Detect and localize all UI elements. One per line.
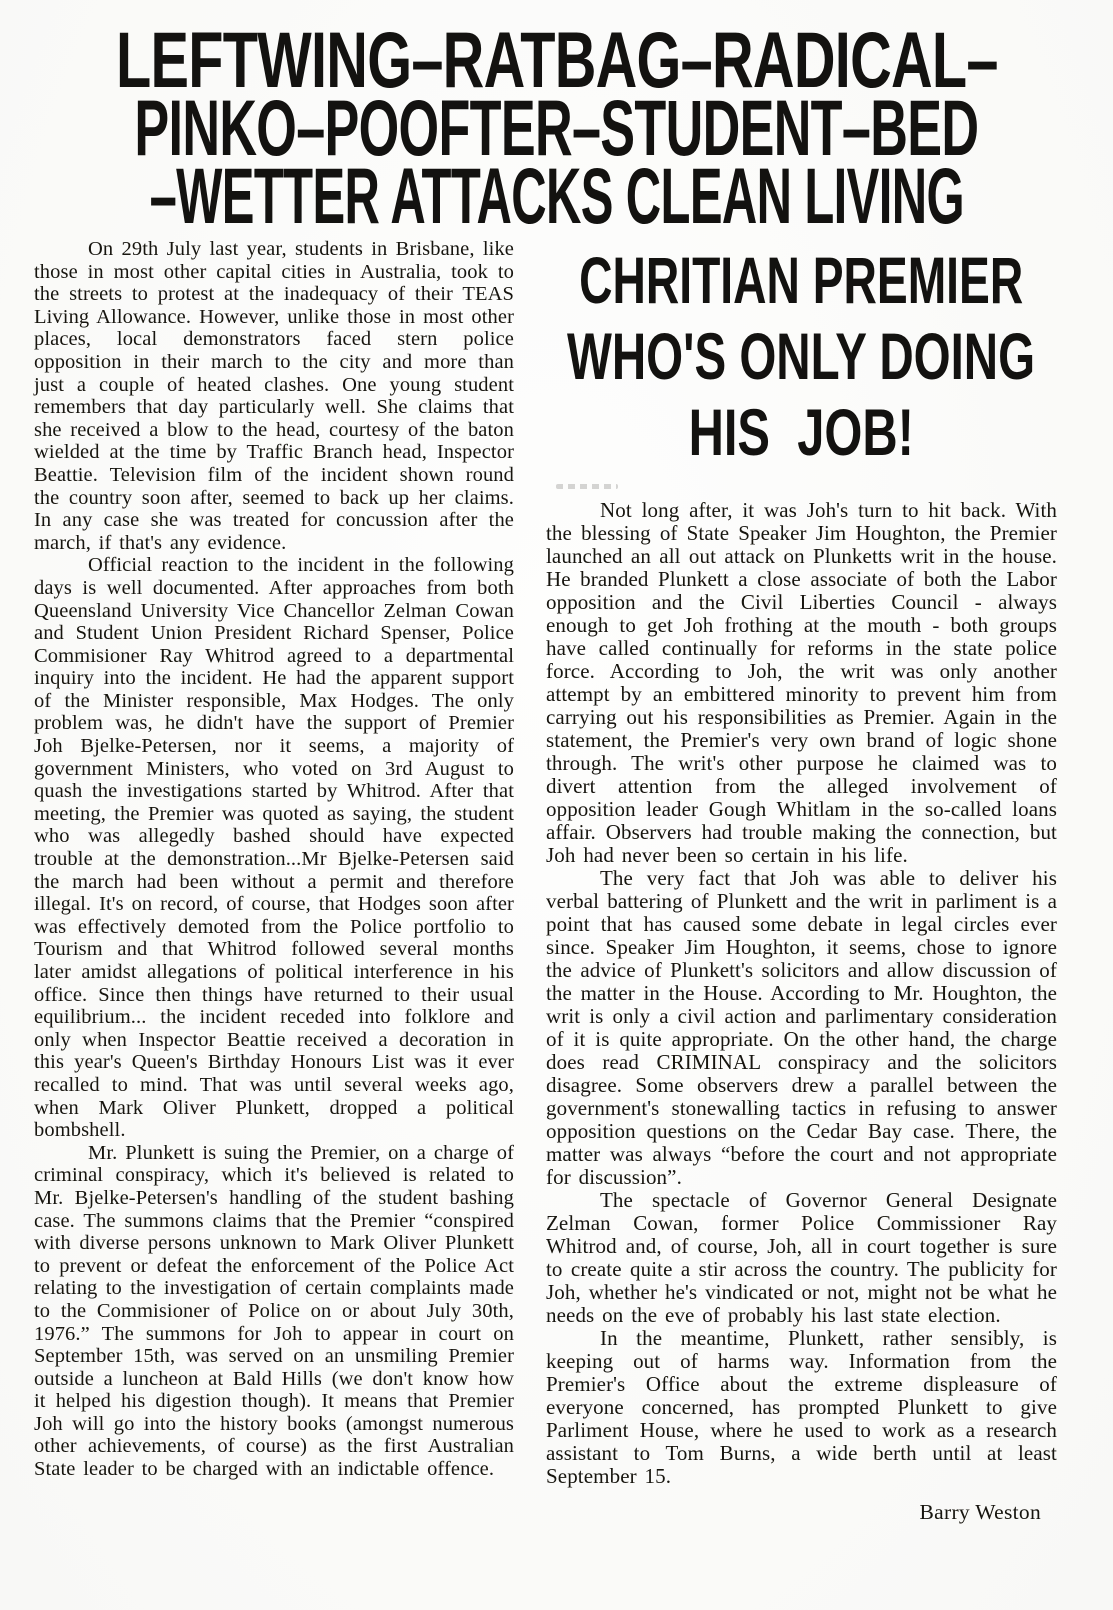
- headline-continued: [546, 242, 1057, 470]
- left-column: [34, 238, 514, 1525]
- headline-right-line-2: WHO'S ONLY DOING: [567, 319, 1036, 393]
- headline-line-3: –WETTER ATTACKS CLEAN LIVING: [149, 151, 964, 240]
- article-paragraph: Not long after, it was Joh's turn to hit back. With the blessing of State Speaker Jim Houghton, the Premier launched an all out attack on Plunketts writ in the house. He branded Plunkett a close associate of both the Labor opposition and the Civil Liberties Council - always enough to get Joh frothing at the mouth - both groups have called continually for reforms in the state police force. According to Joh, the writ was only another attempt by an embittered minority to prevent him from carrying out his responsibilities as Premier. Again in the statement, the Premier's very own brand of logic shone through. The writ's other purpose he claimed was to divert attention from the alleged involvement of opposition leader Gough Whitlam in the so-called loans affair. Observers had trouble making the connection, but Joh had never been so certain in his life.: [546, 498, 1057, 867]
- article-paragraph: The spectacle of Governor General Designate Zelman Cowan, former Police Commissioner Ray Whitrod and, of course, Joh, all in court together is sure to create quite a stir across the country. The publicity for Joh, whether he's vindicated or not, might not be what he needs on the eve of probably his last state election.: [546, 1188, 1057, 1327]
- article-paragraph: Official reaction to the incident in the following days is well documented. After approaches from both Queensland University Vice Chancellor Zelman Cowan and Student Union President Richard Spenser, Police Commisioner Ray Whitrod agreed to a departmental inquiry into the incident. He had the apparent support of the Minister responsible, Max Hodges. The only problem was, he didn't have the support of Premier Joh Bjelke-Petersen, nor it seems, a majority of government Ministers, who voted on 3rd August to quash the investigations started by Whitrod. After that meeting, the Premier was quoted as saying, the student who was allegedly bashed should have expected trouble at the demonstration...Mr Bjelke-Petersen said the march had been without a permit and therefore illegal. It's on record, of course, that Hodges soon after was effectively demoted from the Police portfolio to Tourism and that Whitrod followed several months later amidst allegations of political interference in his office. Since then things have returned to their usual equilibrium... the incident receded into folklore and only when Inspector Beattie received a decoration in this year's Queen's Birthday Honours List was it ever recalled to mind. That was until several weeks ago, when Mark Oliver Plunkett, dropped a political bombshell.: [34, 554, 514, 1142]
- byline: Barry Weston: [919, 1500, 1041, 1524]
- headline: [0, 0, 1113, 240]
- article-paragraph: On 29th July last year, students in Brisbane, like those in most other capital cities in Australia, took to the streets to protest at the inadequacy of their TEAS Living Allowance. However, unlike those in most other places, local demonstrators faced stern police opposition in their march to the city and more than just a couple of heated clashes. One young student remembers that day particularly well. She claims that she received a blow to the head, courtesy of the baton wielded at the time by Traffic Branch head, Inspector Beattie. Television film of the incident shown round the country soon after, seemed to back up her claims. In any case she was treated for concussion after the march, if that's any evidence.: [34, 238, 514, 554]
- article-columns: [34, 238, 1085, 1525]
- headline-line-1: LEFTWING–RATBAG–RADICAL–: [115, 15, 998, 104]
- article-paragraph: In the meantime, Plunkett, rather sensibly, is keeping out of harms way. Information from the Premier's Office about the extreme displeasure of everyone concerned, has prompted Plunkett to give Parliment House, where he used to work as a research assistant to Tom Burns, a wide berth until at least September 15.: [546, 1326, 1057, 1488]
- headline-right-line-1: CHRITIAN PREMIER: [579, 243, 1024, 317]
- right-column: [546, 238, 1057, 1525]
- article-paragraph: The very fact that Joh was able to deliver his verbal battering of Plunkett and the writ in parliment is a point that has caused some debate in legal circles ever since. Speaker Jim Houghton, it seems, chose to ignore the advice of Plunkett's solicitors and allow discussion of the matter in the House. According to Mr. Houghton, the writ is only a civil action and parlimentary consideration of it is quite appropriate. On the other hand, the charge does read CRIMINAL conspiracy and the solicitors disagree. Some observers drew a parallel between the government's stonewalling tactics in refusing to answer opposition questions on the Cedar Bay case. There, the matter was always “before the court and not appropriate for discussion”.: [546, 866, 1057, 1189]
- headline-right-line-3: HIS JOB!: [688, 395, 915, 469]
- scan-smudge-mark: [556, 484, 618, 489]
- headline-line-2: PINKO–POOFTER–STUDENT–BED: [134, 83, 979, 172]
- article-paragraph: Mr. Plunkett is suing the Premier, on a charge of criminal conspiracy, which it's believed is related to Mr. Bjelke-Petersen's handling of the student bashing case. The summons claims that the Premier “conspired with diverse persons unknown to Mark Oliver Plunkett to prevent or defeat the enforcement of the Police Act relating to the investigation of certain complaints made to the Commisioner of Police on or about July 30th, 1976.” The summons for Joh to appear in court on September 15th, was served on an unsmiling Premier outside a luncheon at Bald Hills (we don't know how it helped his digestion though). It means that Premier Joh will go into the history books (amongst numerous other achievements, of course) as the first Australian State leader to be charged with an indictable offence.: [34, 1141, 514, 1481]
